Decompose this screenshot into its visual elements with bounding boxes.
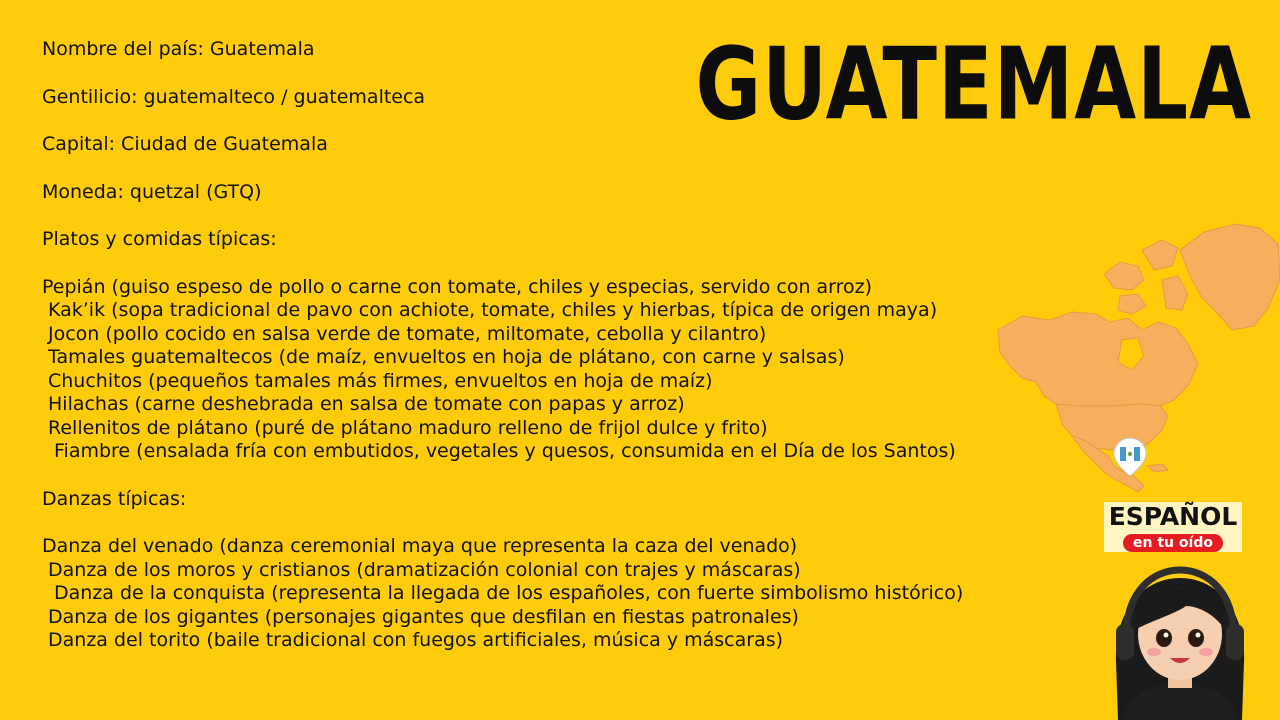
dance-item: Danza del torito (baile tradicional con fuegos artificiales, música y máscaras): [48, 629, 784, 651]
brand-logo: [1104, 502, 1242, 552]
country-name: Nombre del país: Guatemala: [42, 38, 315, 60]
dances-heading: Danzas típicas:: [42, 487, 187, 510]
food-item: Pepián (guiso espeso de pollo o carne con tomate, chiles y especias, servido con arroz): [42, 275, 873, 298]
brand-name: ESPAÑOL: [1108, 502, 1238, 531]
food-item: Hilachas (carne deshebrada en salsa de tomate con papas y arroz): [48, 393, 685, 415]
food-item: Jocon (pollo cocido en salsa verde de tomate, miltomate, cebolla y cilantro): [48, 322, 767, 345]
dance-item: Danza del venado (danza ceremonial maya que representa la caza del venado): [42, 535, 798, 557]
food-item: Kak’ik (sopa tradicional de pavo con achiote, tomate, chiles y hierbas, típica de origen maya): [48, 299, 938, 321]
dance-item: Danza de los moros y cristianos (dramatización colonial con trajes y máscaras): [48, 558, 801, 581]
brand-tagline: en tu oído: [1123, 534, 1223, 552]
country-info: [42, 38, 1019, 653]
food-item: Rellenitos de plátano (puré de plátano maduro relleno de frijol dulce y frito): [48, 416, 768, 439]
foods-heading: Platos y comidas típicas:: [42, 228, 277, 250]
food-item: Fiambre (ensalada fría con embutidos, vegetales y quesos, consumida en el Día de los Santos): [54, 440, 956, 462]
capital: Capital: Ciudad de Guatemala: [42, 133, 328, 155]
north-america-map: [992, 210, 1280, 500]
dance-item: Danza de los gigantes (personajes gigantes que desfilan en fiestas patronales): [48, 605, 799, 628]
demonym: Gentilicio: guatemalteco / guatemalteca: [42, 85, 426, 108]
currency: Moneda: quetzal (GTQ): [42, 180, 262, 203]
food-item: Chuchitos (pequeños tamales más firmes, envueltos en hoja de maíz): [48, 369, 713, 392]
page-title: GUATEMALA: [695, 26, 1252, 143]
food-item: Tamales guatemaltecos (de maíz, envueltos en hoja de plátano, con carne y salsas): [48, 346, 845, 368]
avatar-with-headphones-icon: [1092, 552, 1268, 720]
dance-item: Danza de la conquista (representa la llegada de los españoles, con fuerte simbolismo histórico): [54, 582, 964, 604]
